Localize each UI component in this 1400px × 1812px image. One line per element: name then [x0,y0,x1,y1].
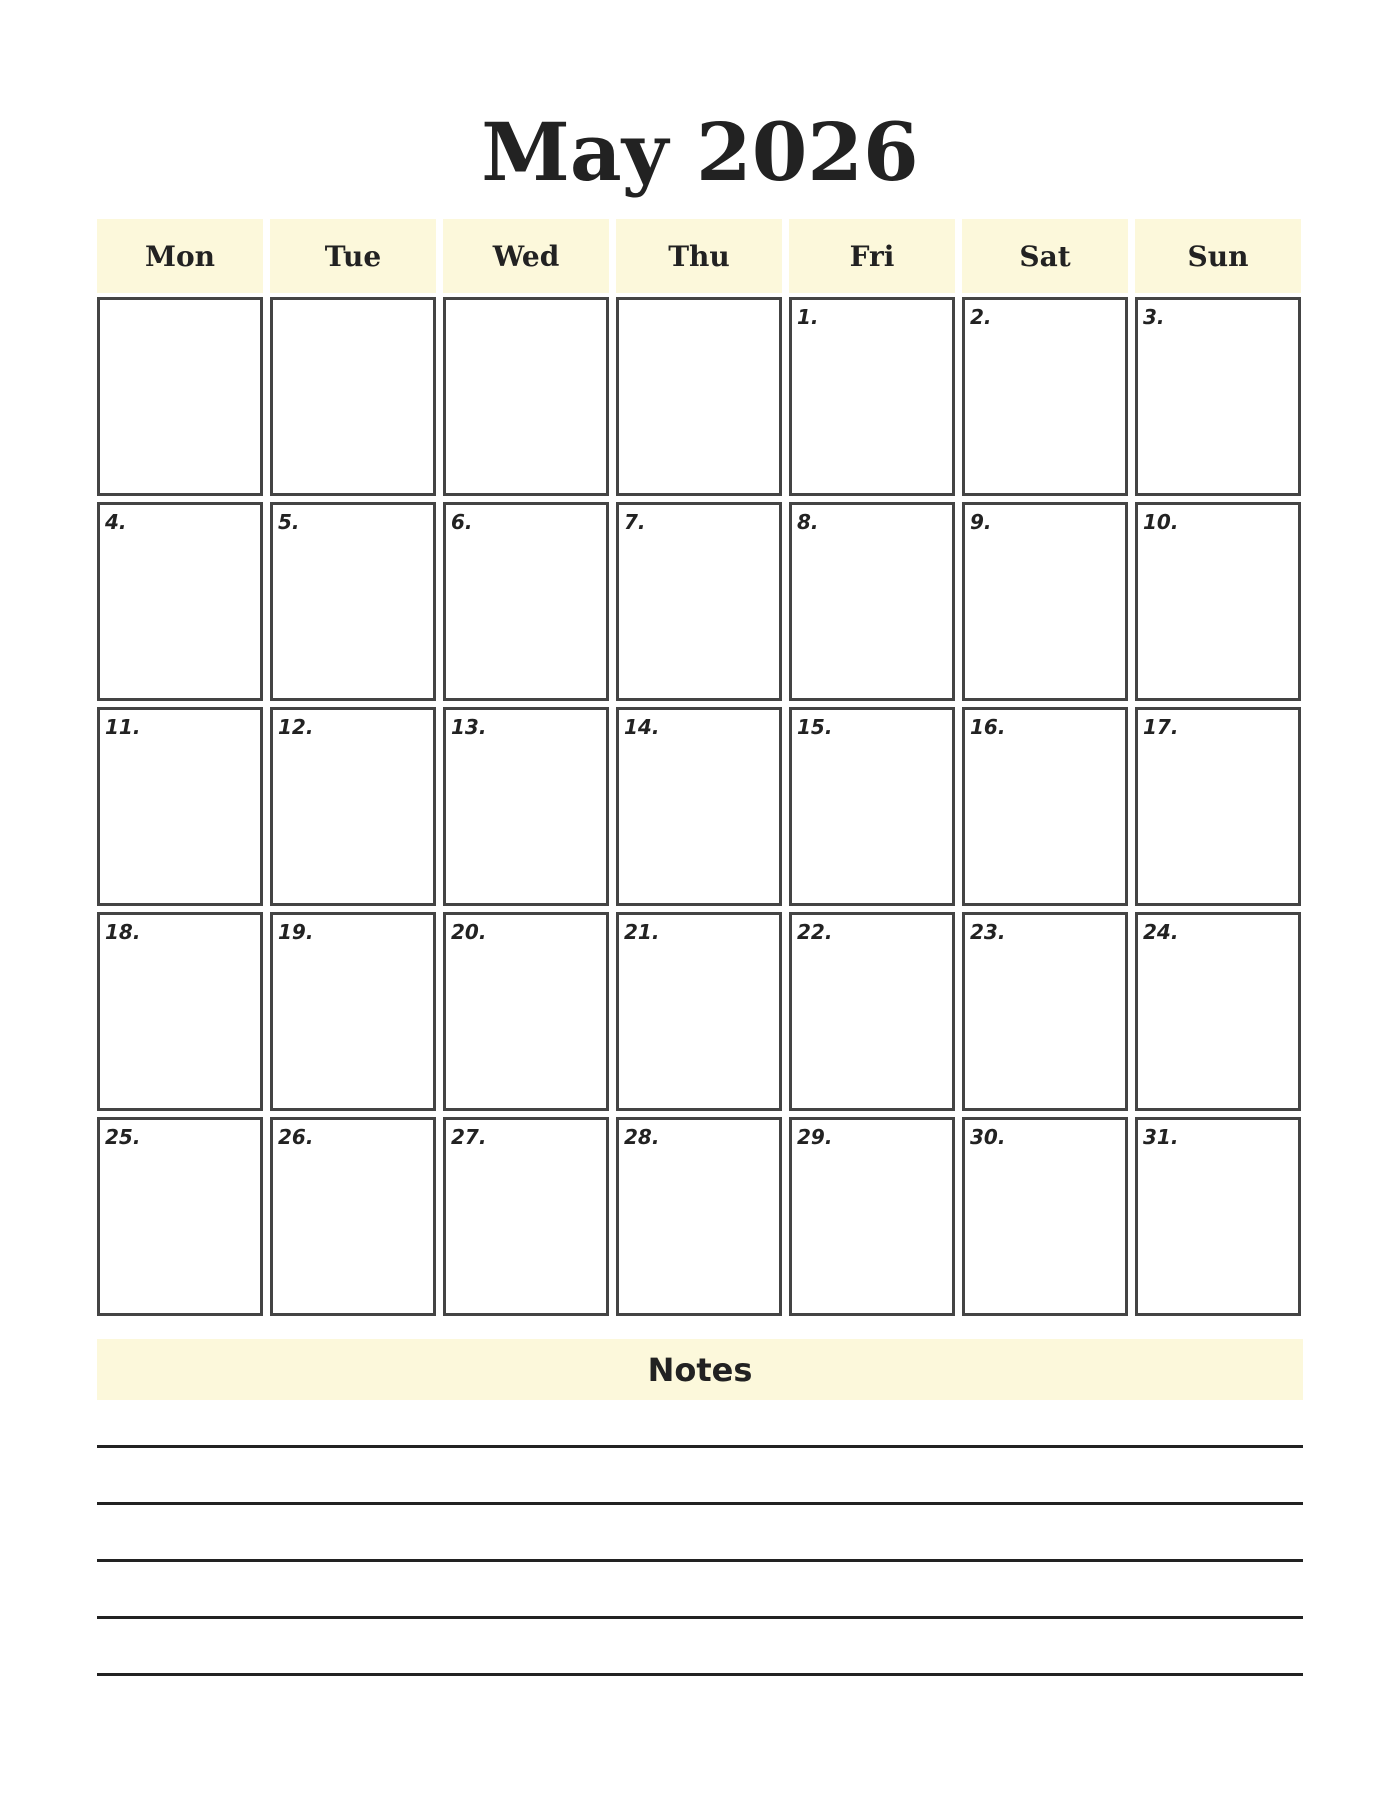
day-cell [616,297,782,496]
note-line [97,1616,1303,1619]
day-cell [616,502,782,701]
day-cell [97,707,263,906]
note-line [97,1673,1303,1676]
day-number: 12. [278,715,314,739]
day-cell [443,707,609,906]
day-number: 3. [1143,305,1165,329]
day-number: 17. [1143,715,1179,739]
day-cell [270,707,436,906]
day-cell [1135,297,1301,496]
note-line [97,1502,1303,1505]
day-number: 8. [797,510,819,534]
day-cell [443,297,609,496]
day-number: 20. [451,920,487,944]
day-number: 18. [105,920,141,944]
day-cell [789,707,955,906]
day-cell [1135,1117,1301,1316]
day-cell [270,502,436,701]
day-cell [270,1117,436,1316]
day-cell [962,1117,1128,1316]
weekday-header-row [97,219,1303,293]
weekday-thu: Thu [616,219,782,293]
day-cell [1135,502,1301,701]
day-number: 22. [797,920,833,944]
day-cell [443,912,609,1111]
day-cell [789,502,955,701]
day-cell [443,502,609,701]
day-number: 31. [1143,1125,1179,1149]
day-number: 29. [797,1125,833,1149]
day-number: 5. [278,510,300,534]
day-number: 6. [451,510,473,534]
day-cell [1135,912,1301,1111]
day-cell [443,1117,609,1316]
day-cell [97,297,263,496]
day-cell [616,912,782,1111]
day-cell [1135,707,1301,906]
day-number: 7. [624,510,646,534]
note-line [97,1445,1303,1448]
day-cell [962,297,1128,496]
day-grid [97,297,1303,1316]
day-number: 13. [451,715,487,739]
day-cell [789,1117,955,1316]
notes-header: Notes [97,1339,1303,1400]
day-number: 16. [970,715,1006,739]
day-number: 23. [970,920,1006,944]
note-line [97,1559,1303,1562]
day-cell [270,912,436,1111]
weekday-mon: Mon [97,219,263,293]
day-number: 2. [970,305,992,329]
day-number: 14. [624,715,660,739]
day-number: 27. [451,1125,487,1149]
day-number: 21. [624,920,660,944]
day-number: 24. [1143,920,1179,944]
weekday-fri: Fri [789,219,955,293]
page-title: May 2026 [481,105,919,199]
weekday-sun: Sun [1135,219,1301,293]
day-cell [789,912,955,1111]
day-number: 4. [105,510,127,534]
weekday-wed: Wed [443,219,609,293]
day-number: 15. [797,715,833,739]
day-number: 11. [105,715,141,739]
day-number: 9. [970,510,992,534]
day-cell [962,707,1128,906]
day-cell [616,707,782,906]
day-cell [97,502,263,701]
day-number: 19. [278,920,314,944]
day-number: 26. [278,1125,314,1149]
day-cell [962,502,1128,701]
day-cell [962,912,1128,1111]
day-number: 25. [105,1125,141,1149]
day-number: 30. [970,1125,1006,1149]
day-cell [616,1117,782,1316]
day-cell [97,912,263,1111]
weekday-sat: Sat [962,219,1128,293]
day-cell [97,1117,263,1316]
day-cell [789,297,955,496]
day-number: 28. [624,1125,660,1149]
day-cell [270,297,436,496]
day-number: 10. [1143,510,1179,534]
day-number: 1. [797,305,819,329]
weekday-tue: Tue [270,219,436,293]
